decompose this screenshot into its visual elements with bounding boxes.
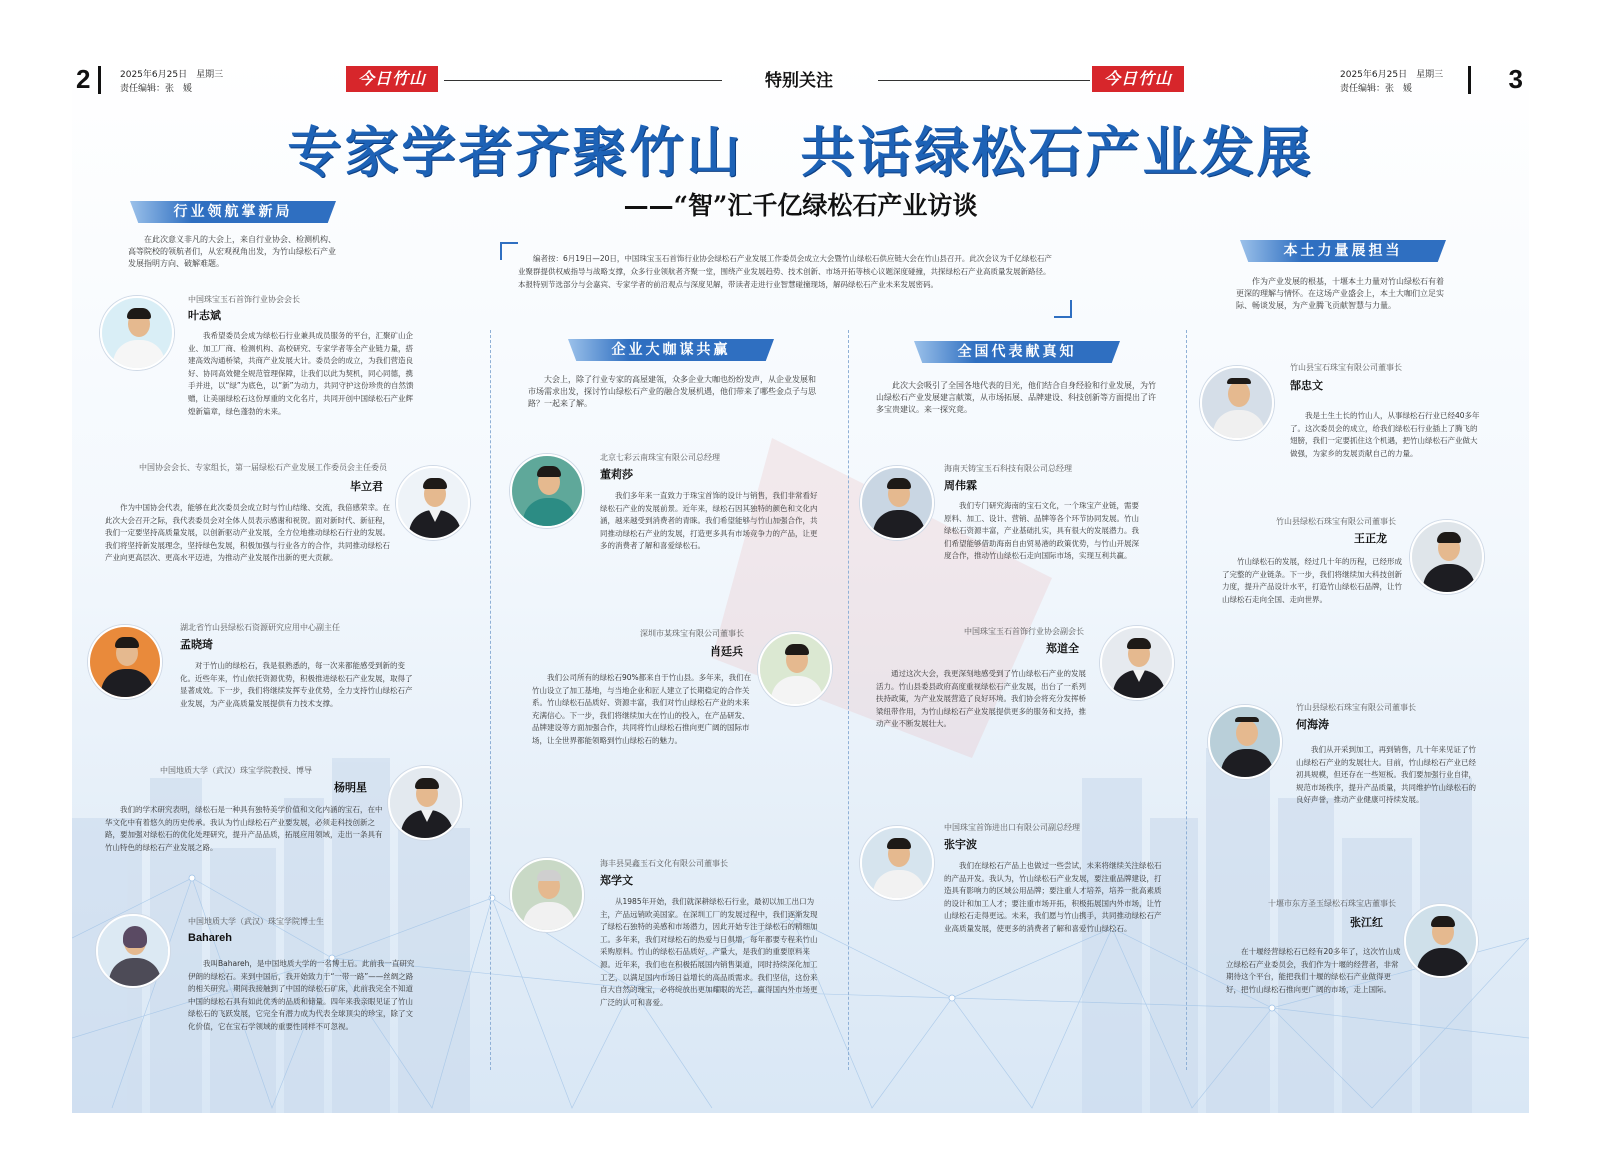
page-number-divider	[98, 66, 101, 94]
page-title: 专家学者齐聚竹山 共话绿松石产业发展	[287, 121, 1314, 184]
person-quote: 我希望委员会成为绿松石行业兼具成员服务的平台，汇聚矿山企业、加工厂商、检测机构、高校研究、专家学者等全产业链力量，搭建高效沟通桥梁，共商产业发展大计。委员会的成立，为我们营造良好、协同高效健全规范管理保障，让我们以此为契机，同心同德，携手并进，以“绿”为底色，以“新”为动力，共同守护这份珍贵的自然馈赠，让美丽绿松石这份厚重的文化名片，共同开创中国绿松石产业辉煌新篇章，绿色蓬勃的未来。	[188, 331, 414, 416]
column-divider	[848, 330, 849, 1070]
section-ribbon-local: 本土力量展担当	[1240, 240, 1446, 262]
person-quote: 我们在绿松石产品上也做过一些尝试，未来将继续关注绿松石的产品开发。我认为，竹山绿松石产业发展，要注重品牌建设，打造具有影响力的区域公用品牌；要注重人才培养，培养一批高素质的设计和加工人才；要注重市场开拓，积极拓展国内外市场，让竹山绿松石走得更远。未来，我们愿与竹山携手，共同推动绿松石产业高质量发展，使更多的消费者了解和喜爱竹山绿松石。	[944, 861, 1162, 933]
newspaper-logo-left: 今日竹山	[346, 66, 438, 92]
header-date: 2025年6月25日 星期三	[1340, 70, 1444, 80]
person-quote: 在十堰经营绿松石已经有20多年了，这次竹山成立绿松石产业委员会，我们作为十堰的经营者，非常期待这个平台，能把我们十堰的绿松石产业做得更好，把竹山绿松石推向更广阔的市场，走上国际。	[1226, 947, 1401, 994]
person-title: 中国珠宝玉石首饰行业协会会长	[188, 295, 300, 304]
person-name: 何海涛	[1296, 719, 1329, 731]
person-name: 孟晓琦	[180, 639, 213, 651]
person-title: 湖北省竹山县绿松石资源研究应用中心副主任	[180, 623, 340, 632]
header-meta-left	[120, 68, 223, 96]
avatar	[1100, 626, 1174, 700]
person-quote: 通过这次大会，我更深刻地感受到了竹山绿松石产业的发展活力。竹山县委县政府高度重视绿松石产业发展，出台了一系列扶持政策，为产业发展营造了良好环境。我们协会将充分发挥桥梁纽带作用，为竹山绿松石产业发展提供更多的服务和支持，推动产业不断发展壮大。	[876, 669, 1086, 729]
avatar	[860, 466, 934, 540]
header-date: 2025年6月25日 星期三	[120, 70, 224, 80]
avatar	[388, 766, 462, 840]
avatar	[88, 625, 162, 699]
person-title: 十堰市东方圣玉绿松石珠宝店董事长	[1268, 899, 1396, 908]
avatar	[1404, 904, 1478, 978]
person-title: 海丰县昊鑫玉石文化有限公司董事长	[600, 859, 728, 868]
section-ribbon-enterprise: 企业大咖谋共赢	[568, 339, 774, 361]
editor-note: 编者按：6月19日—20日，中国珠宝玉石首饰行业协会绿松石产业发展工作委员会成立大会暨竹山绿松石供应链大会在竹山县召开。此次会议为千亿绿松石产业聚群提供权威指导与战略支撑，众多行业领航者齐聚一堂，围绕产业发展趋势、技术创新、市场开拓等核心议题深度碰撞，共探绿松石产业高质量发展新路径。本报特别节选部分与会嘉宾、专家学者的前沿观点与深度见解，带读者走进行业智慧碰撞现场，解码绿松石产业未来发展密码。	[518, 254, 1052, 289]
avatar	[510, 858, 584, 932]
person-name: 张江红	[1350, 917, 1383, 929]
section-name: 特别关注	[765, 71, 833, 91]
person-quote: 作为中国协会代表，能够在此次委员会成立时与竹山结缘、交流，我倍感荣幸。在此次大会召开之际，我代表委员会对全体人员表示感谢和祝贺。面对新时代、新征程，我们一定要坚持高质量发展，以创新驱动产业发展，全方位地推动绿松石行业的发展。我们将坚持新发展理念，坚持绿色发展，积极加强与行业各方的合作，共同推动绿松石产业向更高层次、更高水平迈进，为推动产业发展作出新的更大贡献。	[105, 503, 390, 563]
page-number-right: 3	[1508, 64, 1523, 94]
person-quote: 我是土生土长的竹山人，从事绿松石行业已经40多年了。这次委员会的成立，给我们绿松石行业插上了腾飞的翅膀，我们一定要抓住这个机遇，把竹山绿松石产业做大做强，为家乡的发展贡献自己的力量。	[1290, 411, 1480, 458]
page-subtitle: ——“智”汇千亿绿松石产业访谈	[623, 191, 978, 220]
person-quote: 我们公司所有的绿松石90%都来自于竹山县。多年来，我们在竹山设立了加工基地，与当地企业和匠人建立了长期稳定的合作关系。竹山绿松石品质好、资源丰富，我们对竹山绿松石产业的未来充满信心。下一步，我们将继续加大在竹山的投入，在产品研发、品牌建设等方面加强合作，共同将竹山绿松石推向更广阔的国际市场，让全世界都能领略到竹山绿松石的魅力。	[532, 673, 752, 745]
avatar	[1410, 520, 1484, 594]
person-title: 海南天铸宝玉石科技有限公司总经理	[944, 464, 1072, 473]
section-intro: 此次大会吸引了全国各地代表的目光，他们结合自身经验和行业发展，为竹山绿松石产业发展建言献策，从市场拓展、品牌建设、科技创新等方面提出了许多宝贵建议。来一探究竟。	[876, 381, 1156, 414]
person-name: 郑学文	[600, 875, 633, 887]
person-name: 周伟霖	[944, 480, 977, 492]
person-name: 王正龙	[1354, 533, 1387, 545]
person-quote: 我们多年来一直致力于珠宝首饰的设计与销售，我们非常看好绿松石产业的发展前景。近年来，绿松石因其独特的颜色和文化内涵，越来越受到消费者的青睐。我们希望能够与竹山加强合作，共同推动绿松石产业的发展，打造更多具有市场竞争力的产品，让更多的消费者了解和喜爱绿松石。	[600, 491, 818, 551]
avatar	[860, 826, 934, 900]
person-name: 毕立君	[350, 481, 383, 493]
person-name: 叶志斌	[188, 310, 221, 322]
person-title: 中国珠宝首饰进出口有限公司副总经理	[944, 823, 1080, 832]
person-name: 董莉莎	[600, 469, 633, 481]
person-quote: 从1985年开始，我们就深耕绿松石行业，最初以加工出口为主，产品远销欧美国家。在深圳工厂的发展过程中，我们逐渐发现了绿松石独特的美感和市场潜力，因此开始专注于绿松石的精细加工。多年来，我们对绿松石的热爱与日俱增，每年都要专程来竹山采购原料。竹山的绿松石品质好、产量大，是我们的重要原料来源。近年来，我们也在积极拓展国内销售渠道，同时持续深化加工工艺，以满足国内市场日益增长的高品质需求。我们坚信，这份来自大自然的瑰宝，必将绽放出更加耀眼的光芒，赢得国内外市场更广泛的认可和喜爱。	[600, 897, 818, 1007]
avatar	[1200, 366, 1274, 440]
person-quote: 我们专门研究海南的宝石文化，一个珠宝产业链，需要原料、加工、设计、营销、品牌等各个环节协同发展。竹山绿松石资源丰富，产业基础扎实，具有很大的发展潜力。我们希望能够借助海南自由贸易港的政策优势，与竹山开展深度合作，推动竹山绿松石走向国际市场，实现互利共赢。	[944, 501, 1139, 561]
person-quote: 我们从开采到加工，再到销售，几十年来见证了竹山绿松石产业的发展壮大。目前，竹山绿松石产业已经初具规模，但还存在一些短板。我们要加强行业自律，规范市场秩序，提升产品质量，共同维护竹山绿松石的良好声誉，推动产业健康可持续发展。	[1296, 745, 1476, 805]
person-quote: 竹山绿松石的发展，经过几十年的历程，已经形成了完整的产业链条。下一步，我们将继续加大科技创新力度，提升产品设计水平，打造竹山绿松石品牌，让竹山绿松石走向全国、走向世界。	[1222, 557, 1402, 604]
page-number-divider	[1468, 66, 1471, 94]
avatar	[1208, 705, 1282, 779]
column-divider	[1186, 330, 1187, 1070]
avatar	[100, 296, 174, 370]
person-name: Bahareh	[188, 932, 233, 944]
person-name: 杨明星	[334, 782, 367, 794]
section-ribbon-industry: 行业领航掌新局	[130, 201, 336, 223]
page-number-left: 2	[76, 64, 91, 94]
person-quote: 对于竹山的绿松石，我是很熟悉的，每一次来都能感受到新的变化。近些年来，竹山依托资源优势，积极推进绿松石产业发展，取得了显著成效。下一步，我们将继续发挥专业优势，全力支持竹山绿松石产业发展，为产业高质量发展提供有力技术支撑。	[180, 661, 413, 708]
person-name: 郑道全	[1046, 643, 1079, 655]
person-title: 中国地质大学（武汉）珠宝学院教授、博导	[160, 766, 312, 775]
person-name: 肖廷兵	[710, 646, 743, 658]
person-title: 竹山县绿松石珠宝有限公司董事长	[1296, 703, 1416, 712]
person-quote: 我们的学术研究表明，绿松石是一种具有独特美学价值和文化内涵的宝石，在中华文化中有着悠久的历史传承。我认为竹山绿松石产业要发展，必须走科技创新之路，要加强对绿松石的优化处理研究，提升产品品质，拓展应用领域，走出一条具有竹山特色的绿松石产业发展之路。	[105, 805, 383, 852]
avatar	[96, 914, 170, 988]
person-title: 中国协会会长、专家组长，第一届绿松石产业发展工作委员会主任委员	[139, 463, 387, 472]
header-editor: 责任编辑：张 媛	[120, 84, 193, 94]
newspaper-logo-right: 今日竹山	[1092, 66, 1184, 92]
person-title: 深圳市某珠宝有限公司董事长	[640, 629, 744, 638]
section-intro: 在此次意义非凡的大会上，来自行业协会、检测机构、高等院校的领航者们，从宏观视角出发，为竹山绿松石产业发展指明方向、破解难题。	[128, 235, 336, 268]
header-rule	[444, 80, 722, 81]
section-intro: 作为产业发展的根基，十堰本土力量对竹山绿松石有着更深的理解与情怀。在这场产业盛会上，本土大咖们立足实际、畅谈发展，为产业腾飞贡献智慧与力量。	[1236, 277, 1444, 310]
header-rule	[878, 80, 1090, 81]
avatar	[758, 632, 832, 706]
person-title: 北京七彩云南珠宝有限公司总经理	[600, 453, 720, 462]
header-editor: 责任编辑：张 媛	[1340, 84, 1413, 94]
person-name: 郜忠文	[1290, 380, 1323, 392]
person-quote: 我叫Bahareh，是中国地质大学的一名博士后。此前我一直研究伊朗的绿松石。来到中国后，我开始致力于“一带一路”——丝绸之路的相关研究。期间我接触到了中国的绿松石矿床，此前我完全不知道中国的绿松石具有如此优秀的品质和储量。四年来我亲眼见证了竹山绿松石的飞跃发展，它完全有潜力成为代表全球顶尖的珍宝，除了文化价值，它在宝石学领域的重要性同样不可忽视。	[188, 959, 415, 1031]
note-bracket-bottom	[1054, 300, 1072, 318]
person-title: 中国珠宝玉石首饰行业协会副会长	[964, 627, 1084, 636]
person-title: 竹山县绿松石珠宝有限公司董事长	[1276, 517, 1396, 526]
note-bracket-top	[500, 242, 518, 260]
section-ribbon-representatives: 全国代表献真知	[914, 341, 1120, 363]
header-meta-right	[1340, 68, 1443, 96]
page-header	[72, 62, 1529, 98]
avatar	[396, 466, 470, 540]
person-title: 竹山县宝石珠宝有限公司董事长	[1290, 363, 1402, 372]
section-intro: 大会上，除了行业专家的高屋建瓴，众多企业大咖也纷纷发声，从企业发展和市场需求出发，探讨竹山绿松石产业的融合发展机遇，他们带来了哪些金点子与思路？一起来了解。	[528, 375, 816, 408]
avatar	[510, 454, 584, 528]
column-divider	[490, 330, 491, 1070]
person-name: 张宇波	[944, 839, 977, 851]
person-title: 中国地质大学（武汉）珠宝学院博士生	[188, 917, 324, 926]
